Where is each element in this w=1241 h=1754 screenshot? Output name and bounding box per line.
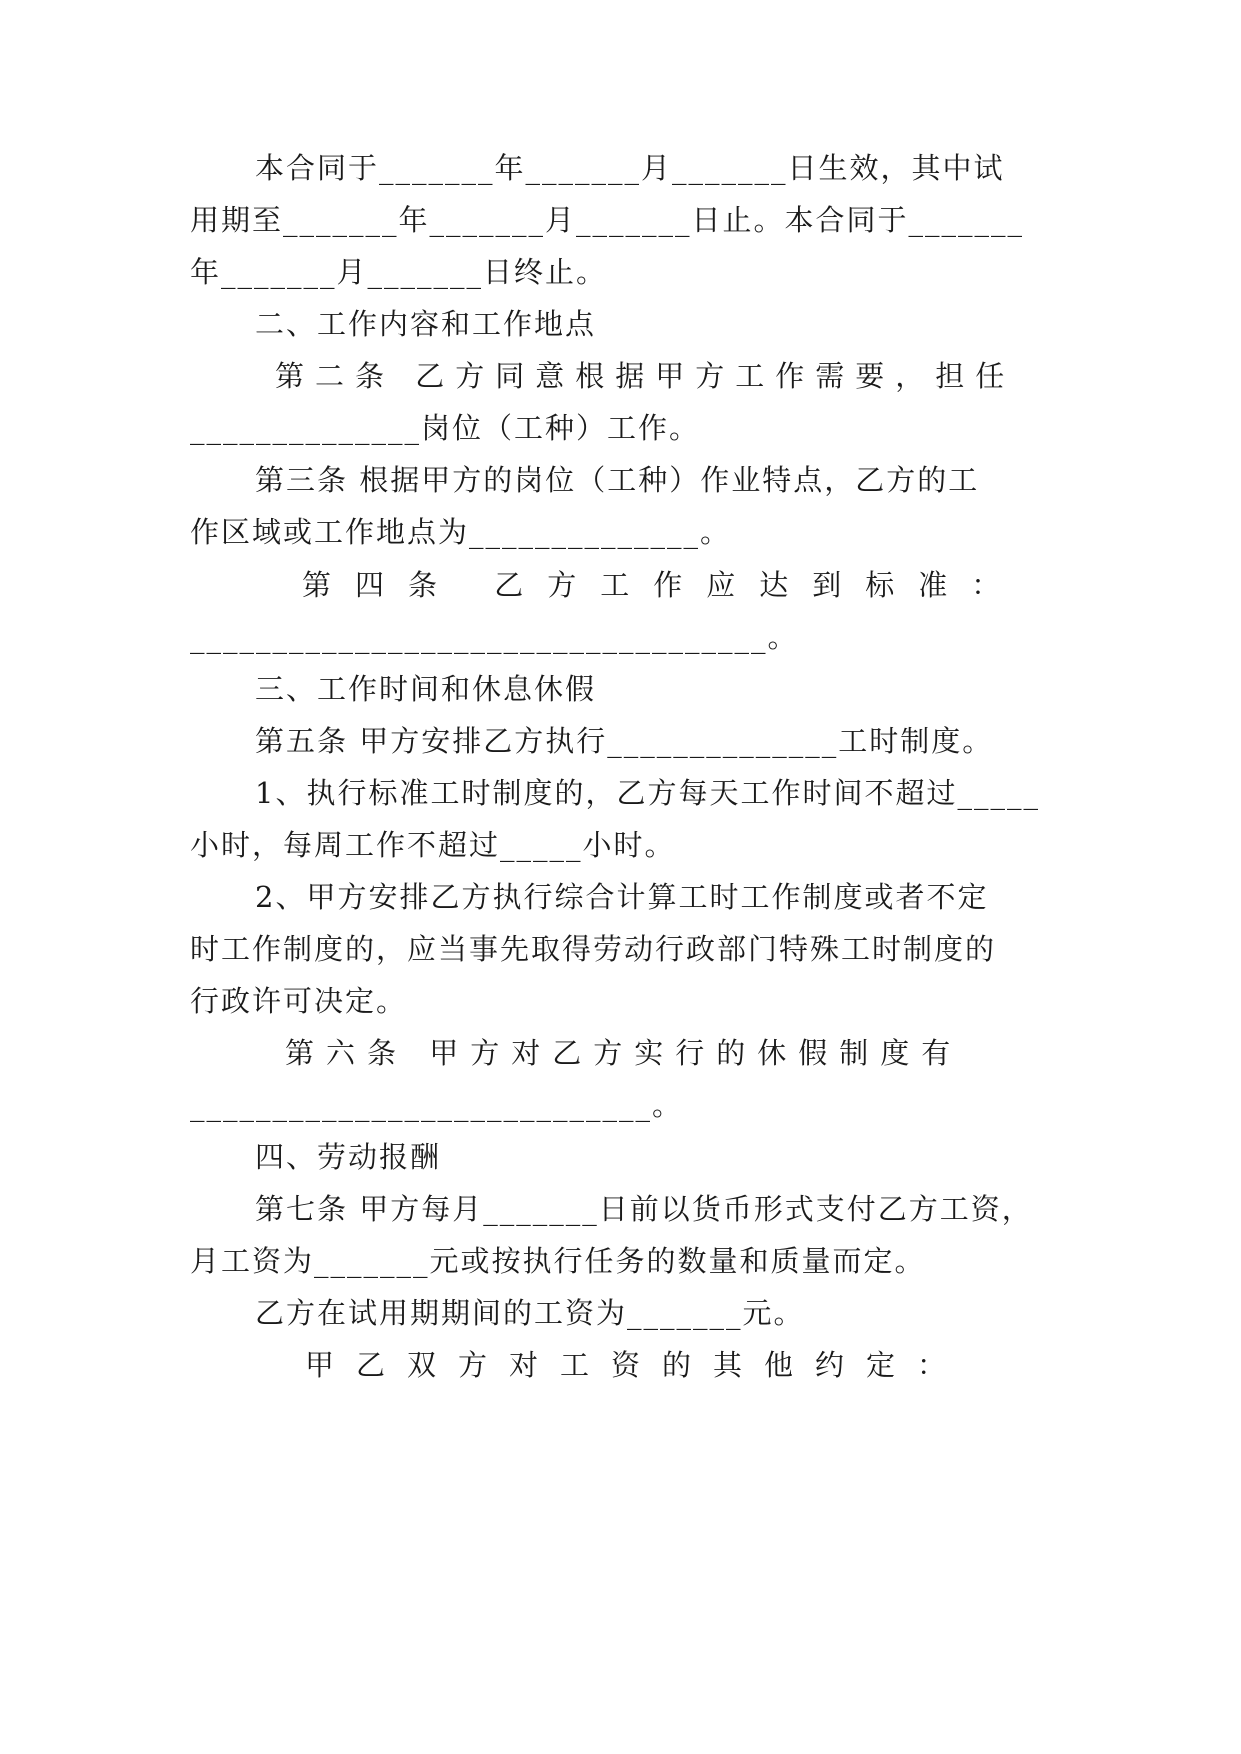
text-line: 第七条 甲方每月_______日前以货币形式支付乙方工资，: [255, 1192, 1033, 1226]
section-heading: 二、工作内容和工作地点: [255, 307, 597, 341]
text-line: 本合同于_______年_______月_______日生效，其中试: [255, 151, 1005, 185]
text-line: 甲乙双方对工资的其他约定：: [305, 1348, 969, 1382]
text-line: 月工资为_______元或按执行任务的数量和质量而定。: [190, 1244, 926, 1278]
section-heading: 四、劳动报酬: [255, 1140, 442, 1174]
text-line: 第五条 甲方安排乙方执行______________工时制度。: [255, 724, 994, 758]
text-line: 行政许可决定。: [190, 984, 408, 1018]
text-line: 乙方在试用期期间的工资为_______元。: [255, 1296, 805, 1330]
text-line: ___________________________________。: [190, 620, 799, 654]
text-line: ____________________________。: [190, 1088, 684, 1122]
text-line: 第三条 根据甲方的岗位（工种）作业特点，乙方的工: [255, 463, 980, 497]
text-line: 第四条 乙方工作应达到标准：: [302, 568, 1025, 602]
text-line: 用期至_______年_______月_______日止。本合同于_______: [190, 203, 1025, 237]
text-line: 小时，每周工作不超过_____小时。: [190, 828, 676, 862]
text-line: ______________岗位（工种）工作。: [190, 411, 701, 445]
text-line: 作区域或工作地点为______________。: [190, 515, 732, 549]
text-line: 时工作制度的，应当事先取得劳动行政部门特殊工时制度的: [190, 932, 997, 966]
text-line: 1、执行标准工时制度的，乙方每天工作时间不超过_____: [255, 776, 1040, 810]
text-line: 年_______月_______日终止。: [190, 255, 608, 289]
text-line: 第二条 乙方同意根据甲方工作需要，担任: [275, 359, 1016, 393]
text-line: 2、甲方安排乙方执行综合计算工时工作制度或者不定: [255, 880, 989, 914]
text-line: 第六条 甲方对乙方实行的休假制度有: [285, 1036, 963, 1070]
section-heading: 三、工作时间和休息休假: [255, 672, 597, 706]
